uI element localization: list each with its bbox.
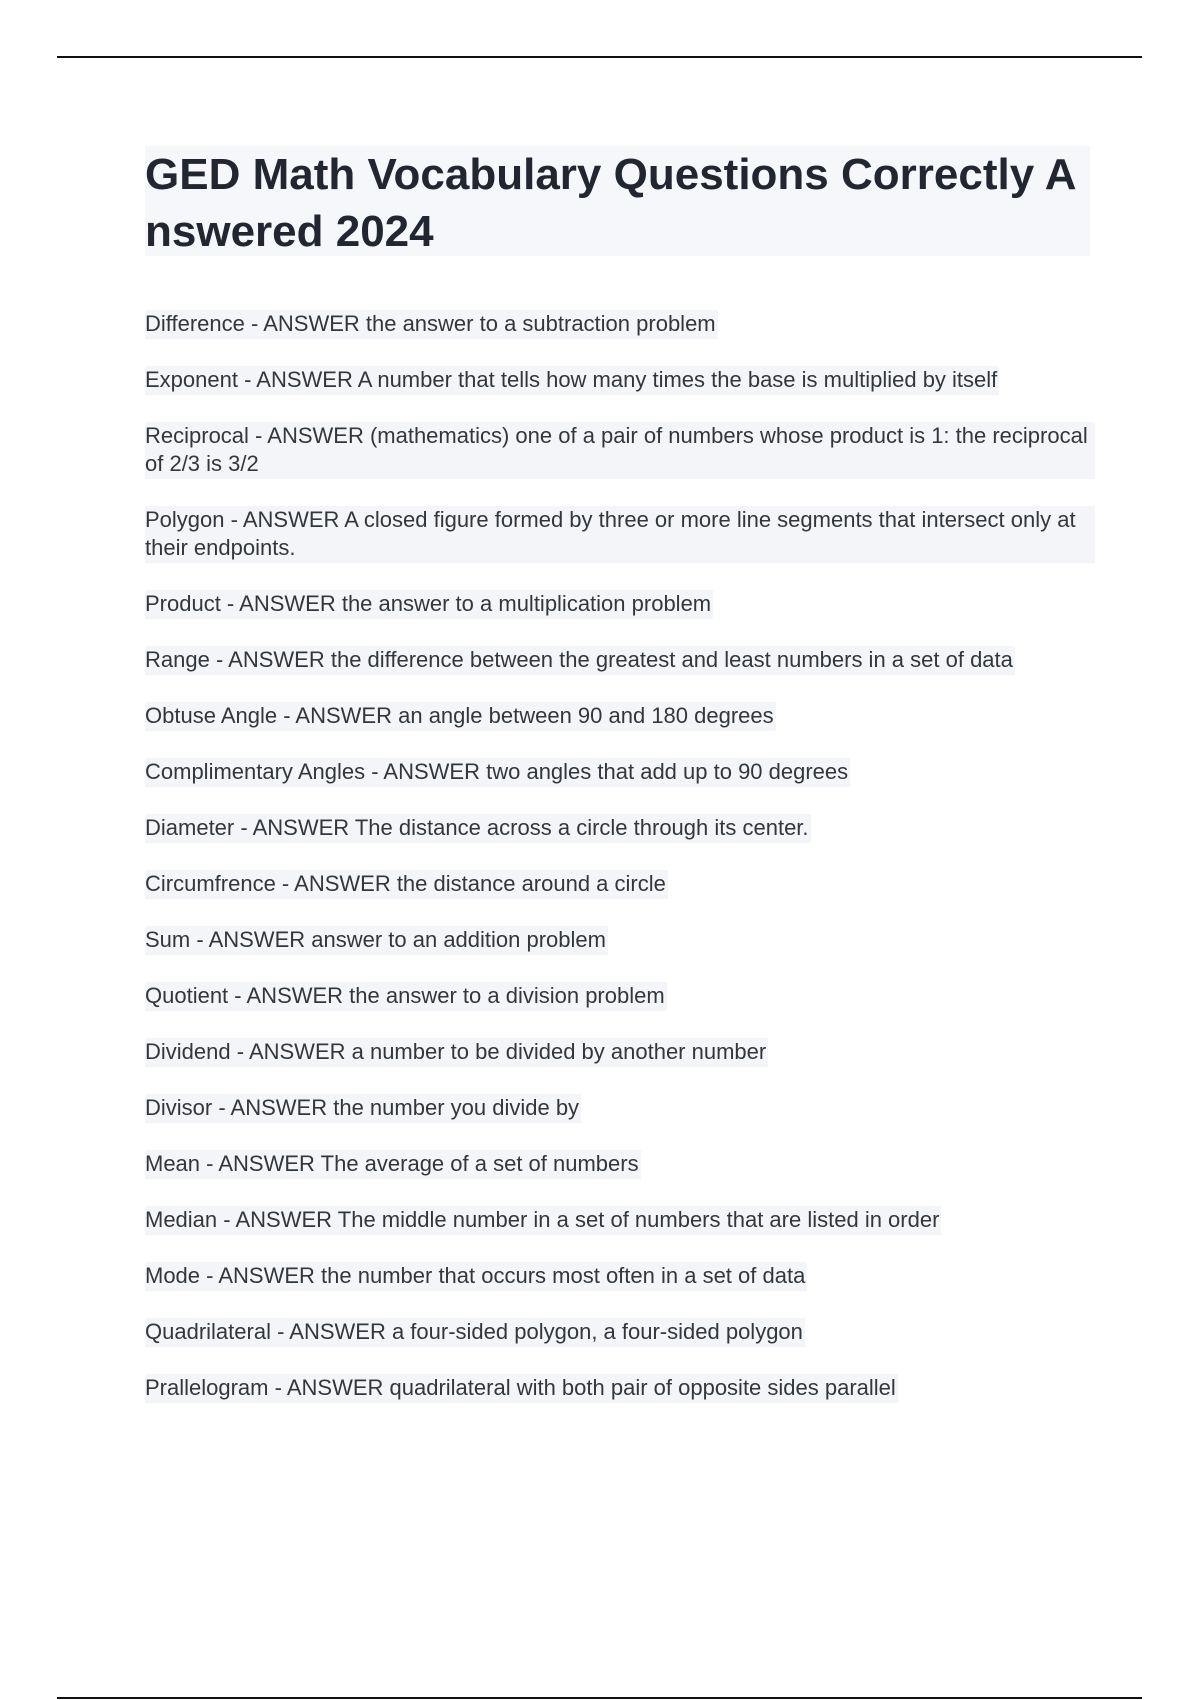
list-item: Reciprocal - ANSWER (mathematics) one of a pair of numbers whose product is 1: the reciprocal of 2/3 is 3/2	[145, 422, 1095, 479]
vocabulary-list	[145, 310, 1095, 1430]
page-title: GED Math Vocabulary Questions Correctly Answered 2024	[145, 150, 1077, 256]
list-item: Product - ANSWER the answer to a multiplication problem	[145, 590, 713, 619]
list-item: Polygon - ANSWER A closed figure formed by three or more line segments that intersect only at their endpoints.	[145, 506, 1095, 563]
bottom-divider	[57, 1697, 1142, 1699]
list-item: Divisor - ANSWER the number you divide by	[145, 1094, 581, 1123]
list-item: Range - ANSWER the difference between the greatest and least numbers in a set of data	[145, 646, 1015, 675]
list-item: Dividend - ANSWER a number to be divided by another number	[145, 1038, 768, 1067]
list-item: Obtuse Angle - ANSWER an angle between 90 and 180 degrees	[145, 702, 776, 731]
top-divider	[57, 56, 1142, 58]
list-item: Mean - ANSWER The average of a set of numbers	[145, 1150, 641, 1179]
list-item: Prallelogram - ANSWER quadrilateral with both pair of opposite sides parallel	[145, 1374, 898, 1403]
list-item: Diameter - ANSWER The distance across a circle through its center.	[145, 814, 811, 843]
list-item: Circumfrence - ANSWER the distance around a circle	[145, 870, 668, 899]
list-item: Mode - ANSWER the number that occurs most often in a set of data	[145, 1262, 807, 1291]
list-item: Complimentary Angles - ANSWER two angles that add up to 90 degrees	[145, 758, 850, 787]
list-item: Sum - ANSWER answer to an addition problem	[145, 926, 608, 955]
list-item: Quadrilateral - ANSWER a four-sided polygon, a four-sided polygon	[145, 1318, 805, 1347]
list-item: Exponent - ANSWER A number that tells how many times the base is multiplied by itself	[145, 366, 999, 395]
list-item: Difference - ANSWER the answer to a subtraction problem	[145, 310, 718, 339]
list-item: Median - ANSWER The middle number in a set of numbers that are listed in order	[145, 1206, 941, 1235]
title-block	[145, 146, 1090, 256]
list-item: Quotient - ANSWER the answer to a division problem	[145, 982, 667, 1011]
